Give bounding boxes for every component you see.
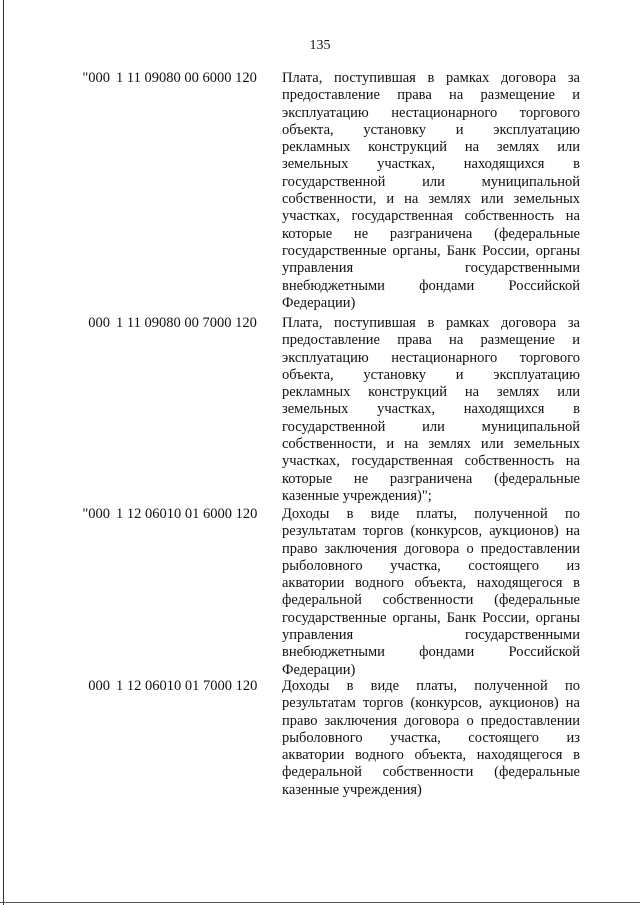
description-line: которые не разграничена (федеральные [282, 470, 580, 487]
description-line: Доходы в виде платы, полученной по [282, 678, 580, 694]
row-description [282, 315, 580, 505]
description-line: земельных участках, находящихся в [282, 156, 580, 173]
kbk-code: 1 12 06010 01 7000 120 [116, 678, 258, 694]
description-line: управления государственными [282, 627, 580, 644]
description-line: объекта, установку и эксплуатацию [282, 121, 580, 138]
description-line: федеральной собственности (федеральные [282, 764, 580, 781]
description-line: казенные учреждения) [282, 781, 422, 798]
scan-edge-left [3, 0, 4, 905]
admin-code: "000 [82, 70, 110, 86]
description-line: Федерации) [282, 294, 356, 311]
page-number: 135 [309, 38, 331, 53]
description-line: предоставление права на размещение и [282, 332, 580, 349]
description-line: внебюджетными фондами Российской [282, 644, 580, 661]
description-line: результатам торгов (конкурсов, аукционов) на [282, 695, 580, 712]
description-line: государственные органы, Банк России, органы [282, 609, 580, 626]
description-line: участках, государственная собственность на [282, 453, 580, 470]
description-line: объекта, установку и эксплуатацию [282, 366, 580, 383]
description-line: эксплуатацию нестационарного торгового [282, 104, 580, 121]
description-line: государственные органы, Банк России, органы [282, 242, 580, 259]
description-line: эксплуатацию нестационарного торгового [282, 349, 580, 366]
description-line: государственной или муниципальной [282, 173, 580, 190]
description-line: рекламных конструкций на землях или [282, 384, 580, 401]
scan-edge-bottom [0, 902, 640, 903]
description-line: земельных участках, находящихся в [282, 401, 580, 418]
description-line: Плата, поступившая в рамках договора за [282, 315, 580, 331]
description-line: федеральной собственности (федеральные [282, 592, 580, 609]
admin-code: 000 [88, 678, 110, 694]
description-line: внебюджетными фондами Российской [282, 277, 580, 294]
description-line: право заключения договора о предоставлении [282, 540, 580, 557]
description-line: государственной или муниципальной [282, 418, 580, 435]
row-description [282, 678, 580, 799]
row-description [282, 506, 580, 679]
description-line: которые не разграничена (федеральные [282, 225, 580, 242]
description-line: акватории водного объекта, находящегося в [282, 747, 580, 764]
kbk-code: 1 12 06010 01 6000 120 [116, 506, 258, 522]
row-description [282, 70, 580, 312]
description-line: предоставление права на размещение и [282, 87, 580, 104]
description-line: право заключения договора о предоставлении [282, 712, 580, 729]
description-line: результатам торгов (конкурсов, аукционов) на [282, 523, 580, 540]
description-line: рыболовного участка, состоящего из [282, 729, 580, 746]
kbk-code: 1 11 09080 00 6000 120 [116, 70, 257, 86]
kbk-code: 1 11 09080 00 7000 120 [116, 315, 257, 331]
description-line: казенные учреждения)"; [282, 487, 432, 504]
admin-code: 000 [88, 315, 110, 331]
description-line: рекламных конструкций на землях или [282, 139, 580, 156]
description-line: собственности, и на землях или земельных [282, 191, 580, 208]
description-line: акватории водного объекта, находящегося в [282, 575, 580, 592]
admin-code: "000 [82, 506, 110, 522]
description-line: Плата, поступившая в рамках договора за [282, 70, 580, 86]
description-line: собственности, и на землях или земельных [282, 436, 580, 453]
description-line: управления государственными [282, 260, 580, 277]
description-line: рыболовного участка, состоящего из [282, 557, 580, 574]
description-line: участках, государственная собственность на [282, 208, 580, 225]
description-line: Федерации) [282, 661, 356, 678]
description-line: Доходы в виде платы, полученной по [282, 506, 580, 522]
